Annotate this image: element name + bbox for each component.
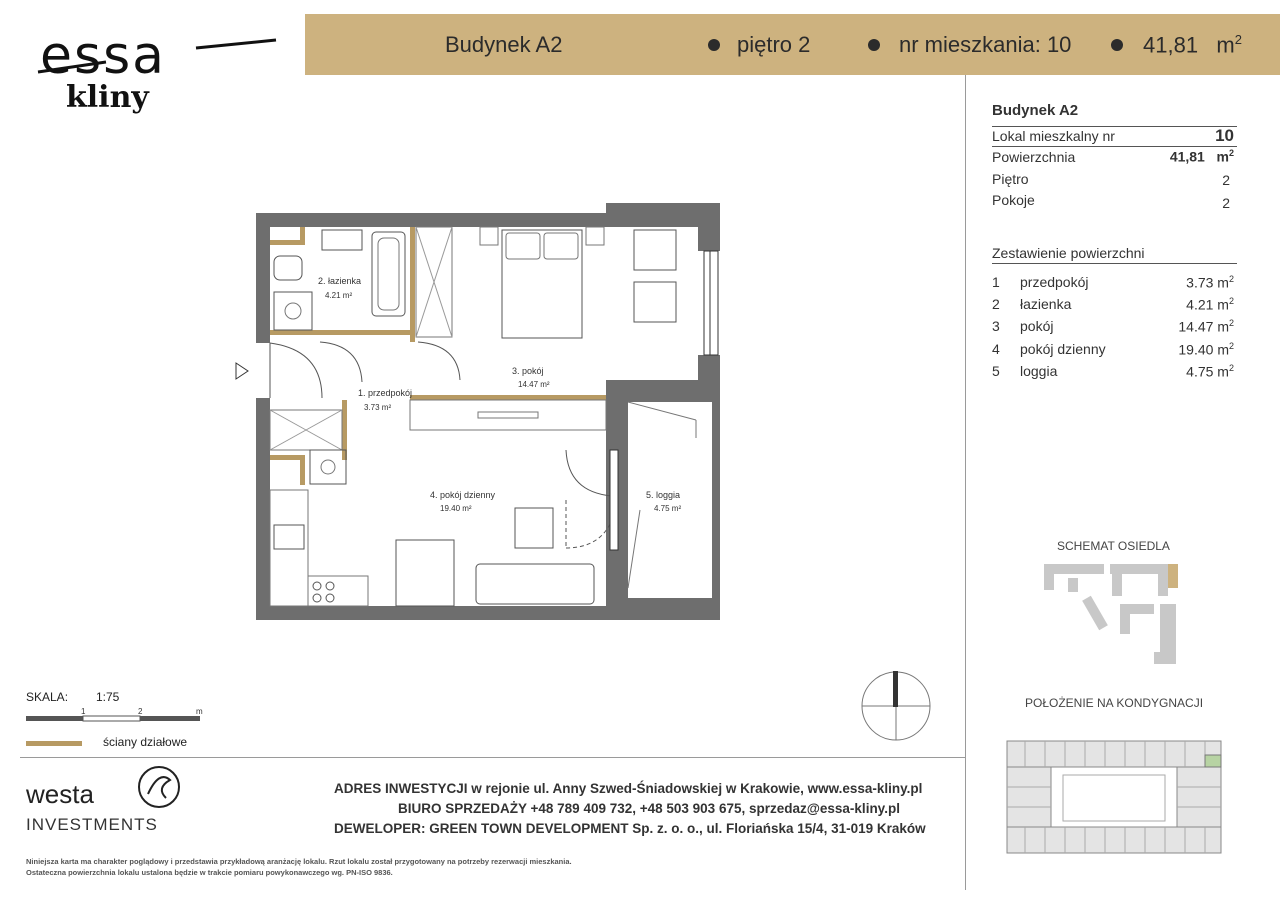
info-title: Budynek A2 — [992, 102, 1079, 119]
plan-label-hall-area: 3.73 m² — [364, 403, 392, 412]
room-no: 2 — [992, 296, 1000, 312]
westa-logo: westa — [26, 779, 94, 809]
summary-title: Zestawienie powierzchni — [992, 245, 1145, 261]
scale-bar — [26, 704, 216, 726]
kliny-logo: kliny — [66, 80, 149, 115]
room-name: loggia — [1020, 363, 1058, 379]
header-building: Budynek A2 — [445, 32, 563, 57]
plan-label-bedroom-area: 14.47 m² — [518, 380, 550, 389]
schemat-title: SCHEMAT OSIEDLA — [1057, 539, 1170, 553]
info-label-lokal: Lokal mieszkalny nr — [992, 128, 1115, 144]
info-value-rooms: 2 — [1222, 195, 1230, 211]
info-rule — [992, 263, 1237, 264]
room-name: przedpokój — [1020, 274, 1089, 290]
header-floor: piętro 2 — [737, 32, 811, 57]
contact-developer: DEWELOPER: GREEN TOWN DEVELOPMENT Sp. z. o. o., ul. Floriańska 15/4, 31-019 Kraków — [334, 821, 926, 836]
room-no: 3 — [992, 318, 1000, 334]
room-no: 1 — [992, 274, 1000, 290]
svg-text:2: 2 — [138, 707, 143, 716]
plan-label-loggia: 5. loggia — [646, 490, 681, 500]
room-name: pokój dzienny — [1020, 341, 1106, 357]
contact-address: ADRES INWESTYCJI w rejonie ul. Anny Szwed-Śniadowskiej w Krakowie, www.essa-kliny.pl — [334, 781, 923, 796]
contact-sales: BIURO SPRZEDAŻY +48 789 409 732, +48 503 903 675, sprzedaz@essa-kliny.pl — [398, 801, 900, 816]
plan-label-loggia-area: 4.75 m² — [654, 504, 682, 513]
logo-swoosh — [36, 38, 281, 78]
wall — [256, 213, 270, 343]
room-no: 5 — [992, 363, 1000, 379]
info-value-floor: 2 — [1222, 172, 1230, 188]
header-dot — [1111, 39, 1123, 51]
header-area: 41,81 $m^2$ — [1143, 32, 1242, 58]
info-label-area: Powierzchnia — [992, 149, 1076, 165]
floor-position-map — [1005, 737, 1225, 862]
room-name: łazienka — [1020, 296, 1072, 312]
floor-plan — [230, 200, 730, 630]
plan-label-bathroom-area: 4.21 m² — [325, 291, 353, 300]
info-divider — [965, 75, 966, 890]
wall — [698, 355, 720, 402]
info-value-area: 41,81 $m^2$ — [1169, 148, 1234, 165]
partition-legend-label: ściany działowe — [103, 735, 188, 749]
compass-icon — [858, 668, 934, 744]
partition-legend-swatch — [26, 741, 82, 746]
footer-divider — [20, 757, 965, 758]
plan-label-hall: 1. przedpokój — [358, 388, 413, 398]
info-label-rooms: Pokoje — [992, 192, 1035, 208]
wall — [256, 213, 606, 227]
svg-text:m: m — [196, 707, 203, 716]
wall — [256, 398, 270, 620]
plan-label-living-area: 19.40 m² — [440, 504, 472, 513]
plan-label-bathroom: 2. łazienka — [318, 276, 362, 286]
svg-text:1: 1 — [81, 707, 86, 716]
room-area: 3.73 $m^2$ — [1186, 274, 1234, 291]
polozenie-title: POŁOŻENIE NA KONDYGNACJI — [1025, 696, 1204, 710]
room-name: pokój — [1020, 318, 1054, 334]
header-band — [305, 14, 1280, 75]
wall — [712, 402, 720, 602]
site-schema — [1040, 560, 1185, 675]
disclaimer-line-2: Ostateczna powierzchnia lokalu ustalona będzie w trakcie pomiaru powykonawczego wg. PN-ISO 9836. — [26, 868, 393, 877]
info-value-lokal: 10 — [1215, 126, 1234, 145]
room-area: 14.47 $m^2$ — [1178, 318, 1234, 335]
disclaimer-line-1: Niniejsza karta ma charakter poglądowy i przedstawia przykładową aranżację lokalu. Rzut lokalu został przygotowany na potrzeby rezerwacji mieszkania. — [26, 857, 572, 866]
header-dot — [708, 39, 720, 51]
westa-investments: INVESTMENTS — [26, 815, 158, 834]
room-area: 4.75 $m^2$ — [1186, 363, 1234, 380]
plan-label-bedroom: 3. pokój — [512, 366, 544, 376]
info-label-floor: Piętro — [992, 171, 1029, 187]
essa-logo: essa — [40, 26, 167, 86]
westa-emblem-icon — [136, 764, 182, 810]
scale-label: SKALA: — [26, 690, 69, 704]
header-apartment: nr mieszkania: 10 — [899, 32, 1072, 57]
room-area: 19.40 $m^2$ — [1178, 341, 1234, 358]
room-area: 4.21 $m^2$ — [1186, 296, 1234, 313]
scale-value: 1:75 — [96, 690, 120, 704]
wall — [256, 606, 720, 620]
header-dot — [868, 39, 880, 51]
info-rule — [992, 146, 1237, 147]
plan-label-living: 4. pokój dzienny — [430, 490, 496, 500]
wall — [698, 203, 720, 251]
wall — [628, 598, 720, 606]
room-no: 4 — [992, 341, 1000, 357]
